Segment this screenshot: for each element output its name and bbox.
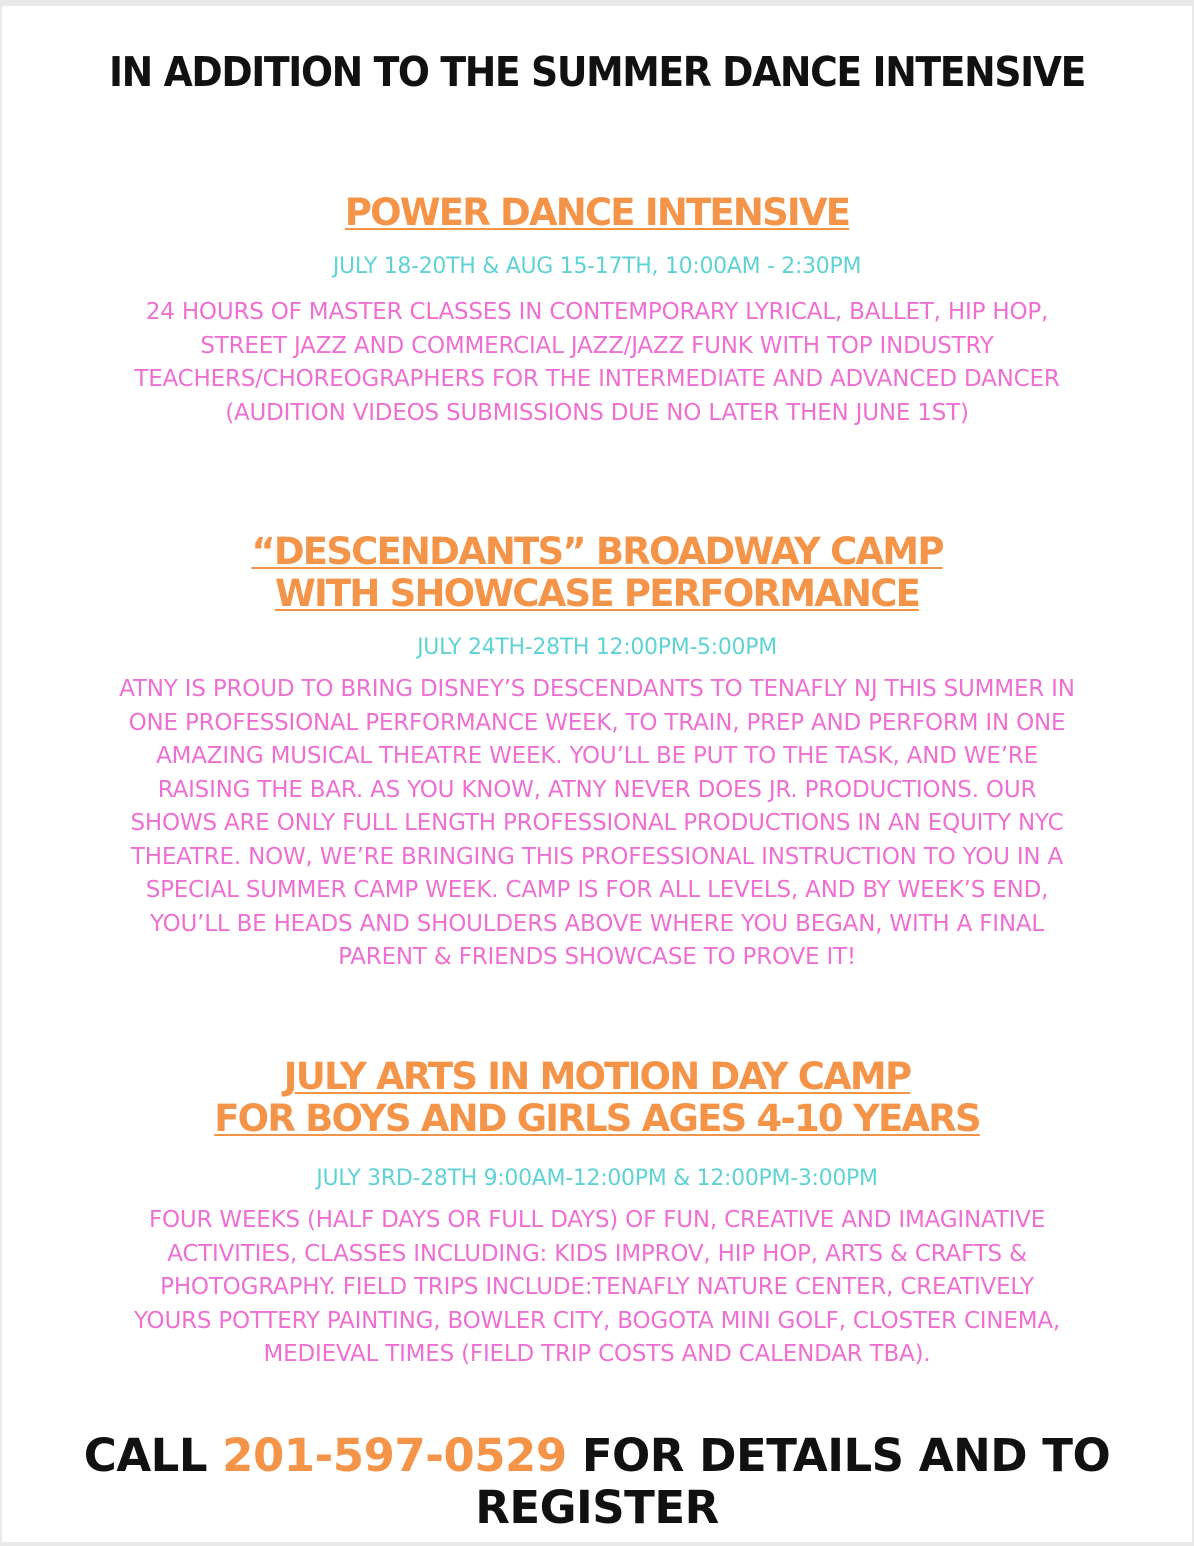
body-line: TEACHERS/CHOREOGRAPHERS FOR THE INTERMEDIATE AND ADVANCED DANCER <box>134 366 1060 392</box>
section-body-day-camp <box>2 1204 1192 1372</box>
body-line: YOURS POTTERY PAINTING, BOWLER CITY, BOGOTA MINI GOLF, CLOSTER CINEMA, <box>133 1307 1061 1334</box>
section-title-line: POWER DANCE INTENSIVE <box>344 191 850 234</box>
call-to-action <box>2 1430 1192 1534</box>
call-rest: FOR DETAILS AND TO <box>581 1429 1111 1482</box>
call-label: CALL <box>83 1429 207 1482</box>
section-title-day-camp <box>2 1056 1192 1140</box>
body-line: FOUR WEEKS (HALF DAYS OR FULL DAYS) OF FUN, CREATIVE AND IMAGINATIVE <box>148 1207 1046 1233</box>
body-line: 24 HOURS OF MASTER CLASSES IN CONTEMPORARY LYRICAL, BALLET, HIP HOP, <box>145 299 1049 325</box>
section-body-descendants <box>2 673 1192 975</box>
section-dates-day-camp: JULY 3RD-28TH 9:00AM-12:00PM & 12:00PM-3:00PM <box>316 1166 878 1191</box>
body-line: ONE PROFESSIONAL PERFORMANCE WEEK, TO TRAIN, PREP AND PERFORM IN ONE <box>128 709 1066 736</box>
section-title-line: FOR BOYS AND GIRLS AGES 4-10 YEARS <box>214 1097 980 1140</box>
flyer-page <box>2 6 1192 1542</box>
body-line: ACTIVITIES, CLASSES INCLUDING: KIDS IMPROV, HIP HOP, ARTS & CRAFTS & <box>167 1240 1027 1267</box>
section-title-power-dance <box>2 192 1192 234</box>
body-line: SPECIAL SUMMER CAMP WEEK. CAMP IS FOR ALL LEVELS, AND BY WEEK’S END, <box>145 877 1049 903</box>
body-line: MEDIEVAL TIMES (FIELD TRIP COSTS AND CALENDAR TBA). <box>263 1341 931 1367</box>
call-to-action-line-2: REGISTER <box>475 1481 719 1534</box>
body-line: YOU’LL BE HEADS AND SHOULDERS ABOVE WHERE YOU BEGAN, WITH A FINAL <box>149 910 1045 937</box>
body-line: STREET JAZZ AND COMMERCIAL JAZZ/JAZZ FUNK WITH TOP INDUSTRY <box>200 332 994 359</box>
body-line: RAISING THE BAR. AS YOU KNOW, ATNY NEVER DOES JR. PRODUCTIONS. OUR <box>157 776 1037 803</box>
section-dates-descendants: JULY 24TH-28TH 12:00PM-5:00PM <box>417 635 777 660</box>
body-line: PHOTOGRAPHY. FIELD TRIPS INCLUDE:TENAFLY NATURE CENTER, CREATIVELY <box>160 1274 1034 1300</box>
body-line: AMAZING MUSICAL THEATRE WEEK. YOU’LL BE PUT TO THE TASK, AND WE’RE <box>156 743 1038 769</box>
section-body-power-dance <box>2 296 1192 430</box>
section-title-line: “DESCENDANTS” BROADWAY CAMP <box>251 530 943 573</box>
section-title-line: WITH SHOWCASE PERFORMANCE <box>274 572 920 615</box>
section-title-line: JULY ARTS IN MOTION DAY CAMP <box>283 1055 911 1098</box>
section-dates-power-dance: JULY 18-20TH & AUG 15-17TH, 10:00AM - 2:30PM <box>332 254 862 279</box>
body-line: THEATRE. NOW, WE’RE BRINGING THIS PROFESSIONAL INSTRUCTION TO YOU IN A <box>130 843 1064 870</box>
body-line: PARENT & FRIENDS SHOWCASE TO PROVE IT! <box>338 944 856 970</box>
body-line: (AUDITION VIDEOS SUBMISSIONS DUE NO LATER THEN JUNE 1ST) <box>225 399 969 426</box>
section-title-descendants <box>2 531 1192 615</box>
call-to-action-line-1 <box>2 1430 1192 1482</box>
phone-number[interactable]: 201-597-0529 <box>222 1429 567 1482</box>
body-line: ATNY IS PROUD TO BRING DISNEY’S DESCENDANTS TO TENAFLY NJ THIS SUMMER IN <box>119 676 1075 702</box>
body-line: SHOWS ARE ONLY FULL LENGTH PROFESSIONAL PRODUCTIONS IN AN EQUITY NYC <box>130 810 1064 836</box>
page-headline: IN ADDITION TO THE SUMMER DANCE INTENSIVE <box>109 48 1085 96</box>
